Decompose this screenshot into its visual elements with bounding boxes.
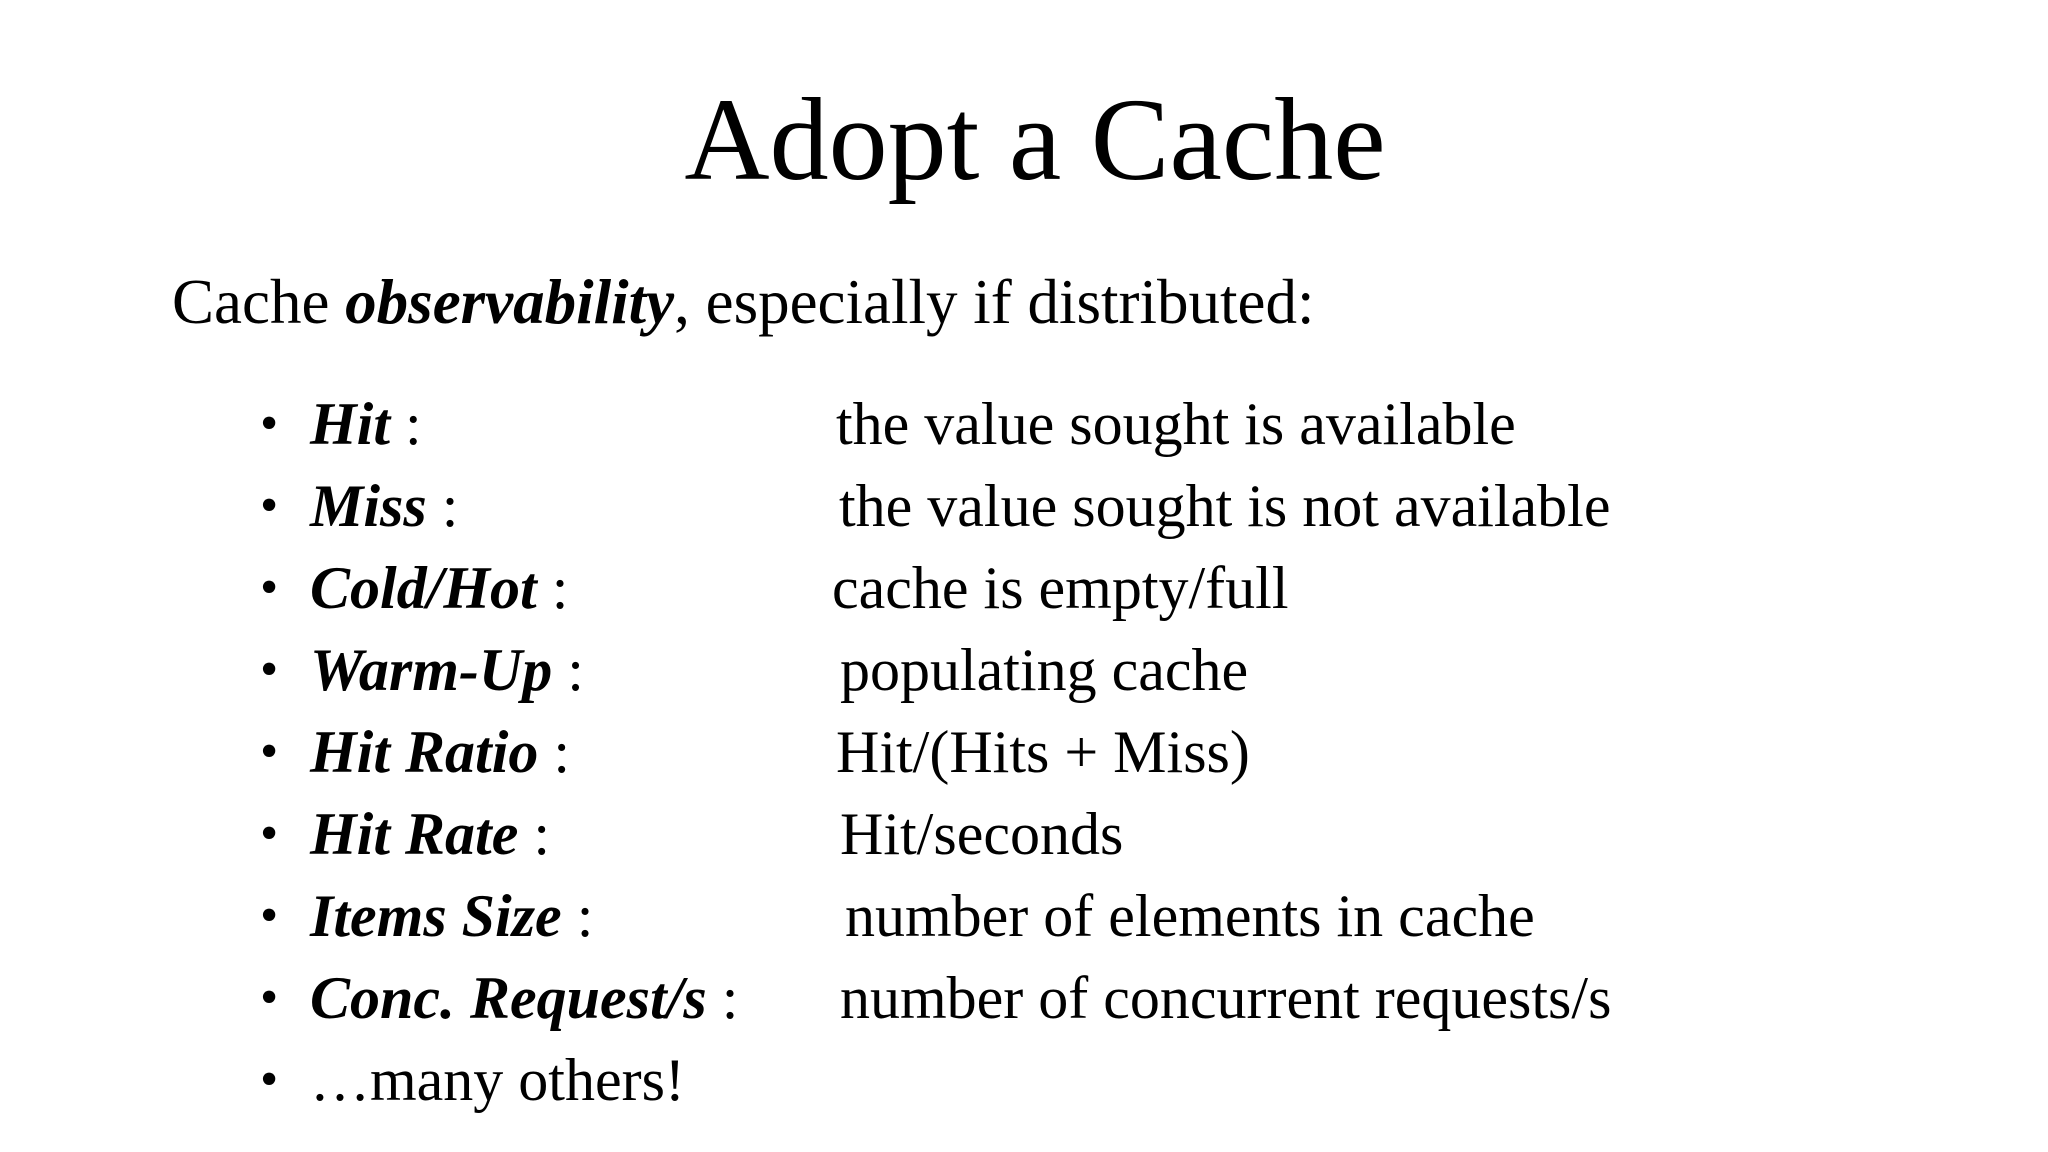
item-description: number of concurrent requests/s [840,965,1612,1031]
item-term [310,547,568,629]
list-item-cold-hot [0,547,2048,629]
bullet-icon: • [260,805,279,862]
item-term [310,383,422,465]
term-separator: : [536,555,569,621]
list-item-miss [0,465,2048,547]
term-separator: : [706,965,739,1031]
term-name: Hit [310,391,391,457]
bullet-icon: • [260,395,279,452]
list-item-conc-requests [0,957,2048,1039]
list-item-warm-up [0,629,2048,711]
list-item-items-size [0,875,2048,957]
term-separator: : [552,637,584,703]
term-separator: : [426,473,459,539]
intro-emphasis: observability [345,267,675,337]
bullet-icon: • [260,559,279,616]
term-name: Cold/Hot [310,555,537,621]
item-description: number of elements in cache [845,883,1535,949]
term-name: Conc. Request/s [310,965,707,1031]
bullet-icon: • [260,641,279,698]
list-item-hit [0,383,2048,465]
term-name: Warm-Up [310,637,553,703]
term-name: Items Size [310,883,562,949]
item-term [310,875,593,957]
list-item-hit-ratio [0,711,2048,793]
item-term [310,1039,685,1121]
item-description: populating cache [840,637,1249,703]
item-description: the value sought is available [836,391,1516,457]
slide-title: Adopt a Cache [684,74,1386,205]
item-description: the value sought is not available [839,473,1611,539]
item-description: Hit/(Hits + Miss) [836,719,1250,785]
item-term [310,465,458,547]
term-name: Miss [310,473,427,539]
bullet-icon: • [260,723,279,780]
intro-suffix: , especially if distributed: [674,267,1315,337]
term-separator: : [390,391,422,457]
intro-prefix: Cache [172,267,346,337]
term-name: Hit Ratio [310,719,539,785]
item-term [310,711,570,793]
term-separator: : [518,801,551,867]
bullet-icon: • [260,969,279,1026]
bullet-icon: • [260,1051,279,1108]
item-term [310,957,738,1039]
item-term [310,629,584,711]
term-separator: : [538,719,571,785]
bullet-icon: • [260,477,279,534]
bullet-icon: • [260,887,279,944]
list-item-hit-rate [0,793,2048,875]
term-separator: : [561,883,594,949]
term-name: Hit Rate [310,801,519,867]
item-description: Hit/seconds [840,801,1124,867]
list-item-many-others [0,1039,2048,1121]
item-term [310,793,550,875]
item-description: cache is empty/full [832,555,1289,621]
term-separator: …many others! [310,1047,685,1113]
